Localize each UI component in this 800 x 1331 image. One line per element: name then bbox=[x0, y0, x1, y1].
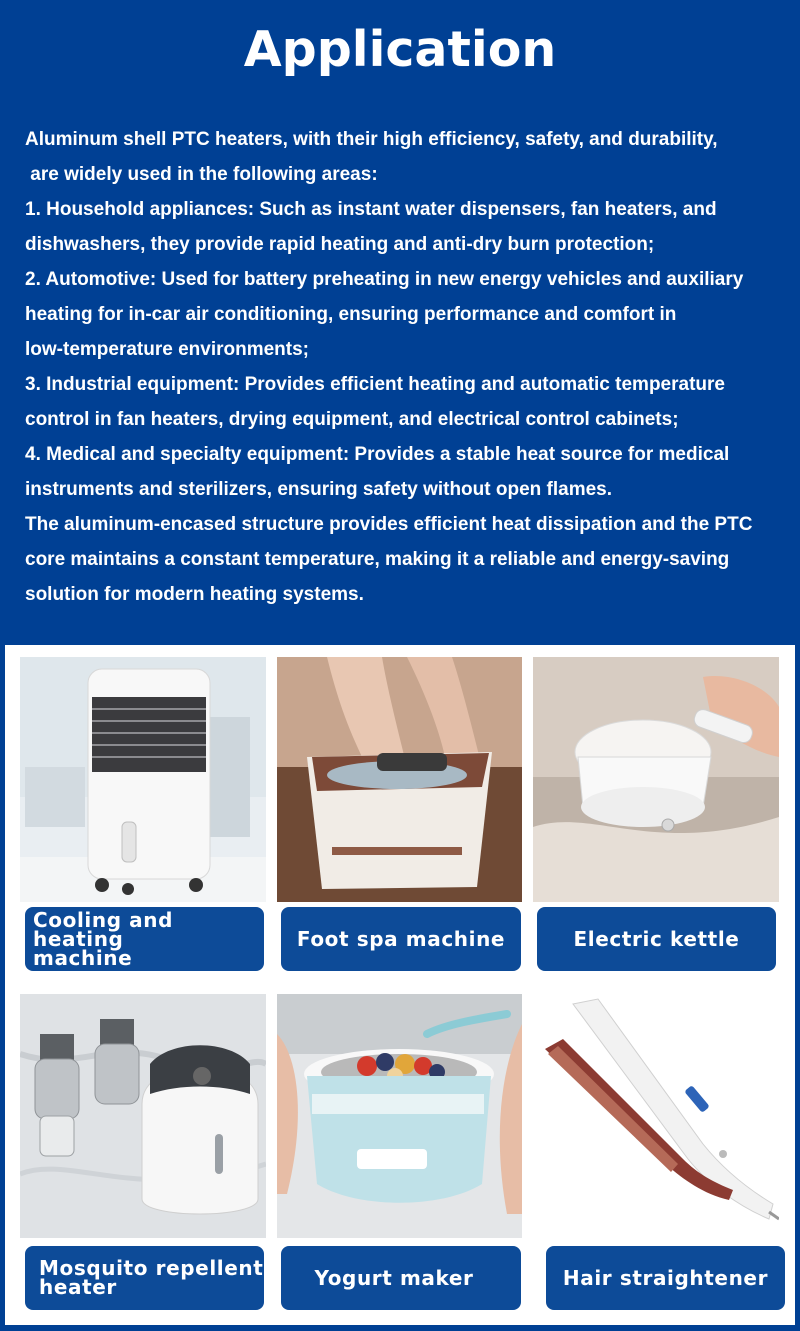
label-text: Yogurt maker bbox=[314, 1266, 474, 1290]
label-text: Hair straightener bbox=[562, 1266, 769, 1290]
label-line: Mosquito repellent bbox=[39, 1256, 264, 1280]
label-cooling-heating-machine bbox=[25, 907, 264, 971]
intro-line: The aluminum-encased structure provides efficient heat dissipation and the PTC bbox=[25, 514, 753, 535]
intro-line: 3. Industrial equipment: Provides efficient heating and automatic temperature bbox=[25, 374, 725, 395]
label-line: machine bbox=[33, 945, 133, 970]
yogurt-maker-photo bbox=[277, 994, 522, 1238]
label-text: Foot spa machine bbox=[296, 927, 506, 951]
intro-line: low-temperature environments; bbox=[25, 339, 309, 360]
intro-line: dishwashers, they provide rapid heating and anti-dry burn protection; bbox=[25, 234, 655, 255]
intro-line: instruments and sterilizers, ensuring safety without open flames. bbox=[25, 479, 613, 500]
electric-kettle-photo bbox=[533, 657, 779, 902]
hair-straightener-photo bbox=[533, 994, 779, 1238]
label-line: heater bbox=[39, 1275, 117, 1299]
intro-text bbox=[25, 122, 795, 612]
intro-line: are widely used in the following areas: bbox=[25, 164, 378, 185]
label-hair-straightener bbox=[546, 1246, 785, 1310]
intro-line: 2. Automotive: Used for battery preheating in new energy vehicles and auxiliary bbox=[25, 269, 744, 290]
intro-line: solution for modern heating systems. bbox=[25, 584, 364, 605]
cooling-heating-machine-photo bbox=[20, 657, 266, 902]
label-yogurt-maker bbox=[281, 1246, 521, 1310]
label-line: Cooling and heating bbox=[33, 907, 174, 951]
foot-spa-machine-photo bbox=[277, 657, 522, 902]
label-electric-kettle bbox=[537, 907, 776, 971]
mosquito-repellent-heater-photo bbox=[20, 994, 266, 1238]
intro-line: control in fan heaters, drying equipment, and electrical control cabinets; bbox=[25, 409, 679, 430]
label-mosquito-repellent-heater bbox=[25, 1246, 264, 1310]
page-title: Application bbox=[243, 21, 557, 78]
label-text: Electric kettle bbox=[573, 927, 740, 951]
intro-line: 1. Household appliances: Such as instant water dispensers, fan heaters, and bbox=[25, 199, 717, 220]
label-foot-spa-machine bbox=[281, 907, 521, 971]
intro-line: 4. Medical and specialty equipment: Provides a stable heat source for medical bbox=[25, 444, 730, 465]
intro-line: heating for in-car air conditioning, ensuring performance and comfort in bbox=[25, 304, 677, 325]
intro-line: core maintains a constant temperature, making it a reliable and energy-saving bbox=[25, 549, 730, 570]
intro-line: Aluminum shell PTC heaters, with their high efficiency, safety, and durability, bbox=[25, 129, 718, 150]
